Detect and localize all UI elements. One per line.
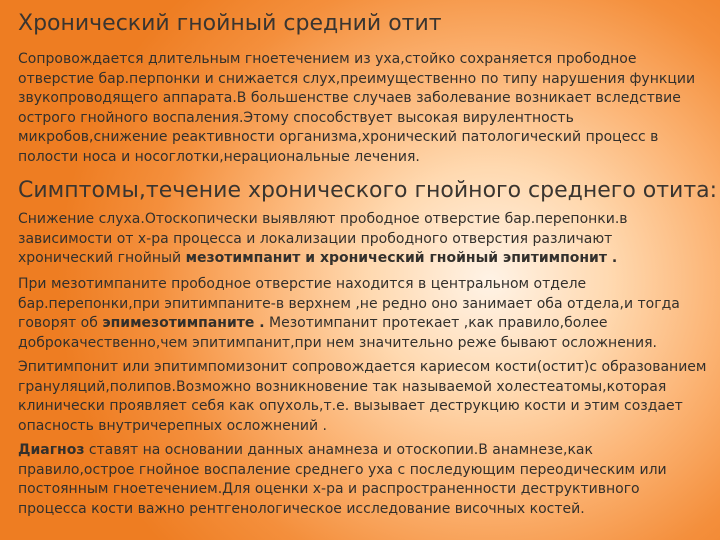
slide-title: Хронический гнойный средний отит: [18, 11, 442, 36]
diagnosis-paragraph: [18, 441, 708, 519]
diagnosis-bold-term: Диагноз: [18, 442, 85, 458]
epimesotympanitis-bold-term: эпимезотимпаните .: [102, 315, 265, 331]
mesotympanitis-paragraph: [18, 275, 708, 353]
diagnosis-text: ставят на основании данных анамнеза и отоскопии.В анамнезе,как правило,острое гнойное воспаление среднего уха с последующим переодическим или постоянным гноетечением.Для оценки х-ра и распространенности деструктивного процесса кости важно рентгенологическое исследование височных костей.: [18, 442, 667, 517]
epitympanitis-paragraph: Эпитимпонит или эпитимпомизонит сопровождается кариесом кости(остит)с образованием грануляций,полипов.Возможно возникновение так называемой холестеатомы,которая клинически проявляет себя как опухоль,т.е. вызывает деструкцию кости и этим создает опасность внутричерепных осложнений .: [18, 359, 707, 434]
mesotympanitis-text-start: При мезотимпаните прободное отверстие находится в центральном отделе бар.перепонки,при эпитимпаните-в верхнем ,не редно оно занимает оба отдела,и тогда говорят об: [18, 276, 680, 331]
intro-paragraph: Сопровождается длительным гноетечением из уха,стойко сохраняется прободное отверстие бар.перпонки и снижается слух,преимущественно по типу нарушения функции звукопроводящего аппарата.В большенстве случаев заболевание возникает вследствие острого гнойного воспаления.Этому способствует высокая вирулентность микробов,снижение реактивности организма,хронический патологический процесс в полости носа и носоглотки,нерациональные лечения.: [18, 51, 696, 165]
section-heading-symptoms: Симптомы,течение хронического гнойного среднего отита:: [18, 178, 718, 203]
hearing-loss-bold-term: мезотимпанит и хронический гнойный эпитимпонит .: [185, 250, 618, 266]
mesotympanitis-text-end: Мезотимпанит протекает ,как правило,более доброкачественно,чем эпитимпанит,при нем значительно реже бывают осложнения.: [18, 315, 657, 351]
hearing-loss-text: Снижение слуха.Отоскопически выявляют прободное отверстие бар.перепонки.в зависимости от х-ра процесса и локализации прободного отверстия различают хронический гнойный: [18, 211, 628, 266]
hearing-loss-paragraph: [18, 210, 708, 269]
